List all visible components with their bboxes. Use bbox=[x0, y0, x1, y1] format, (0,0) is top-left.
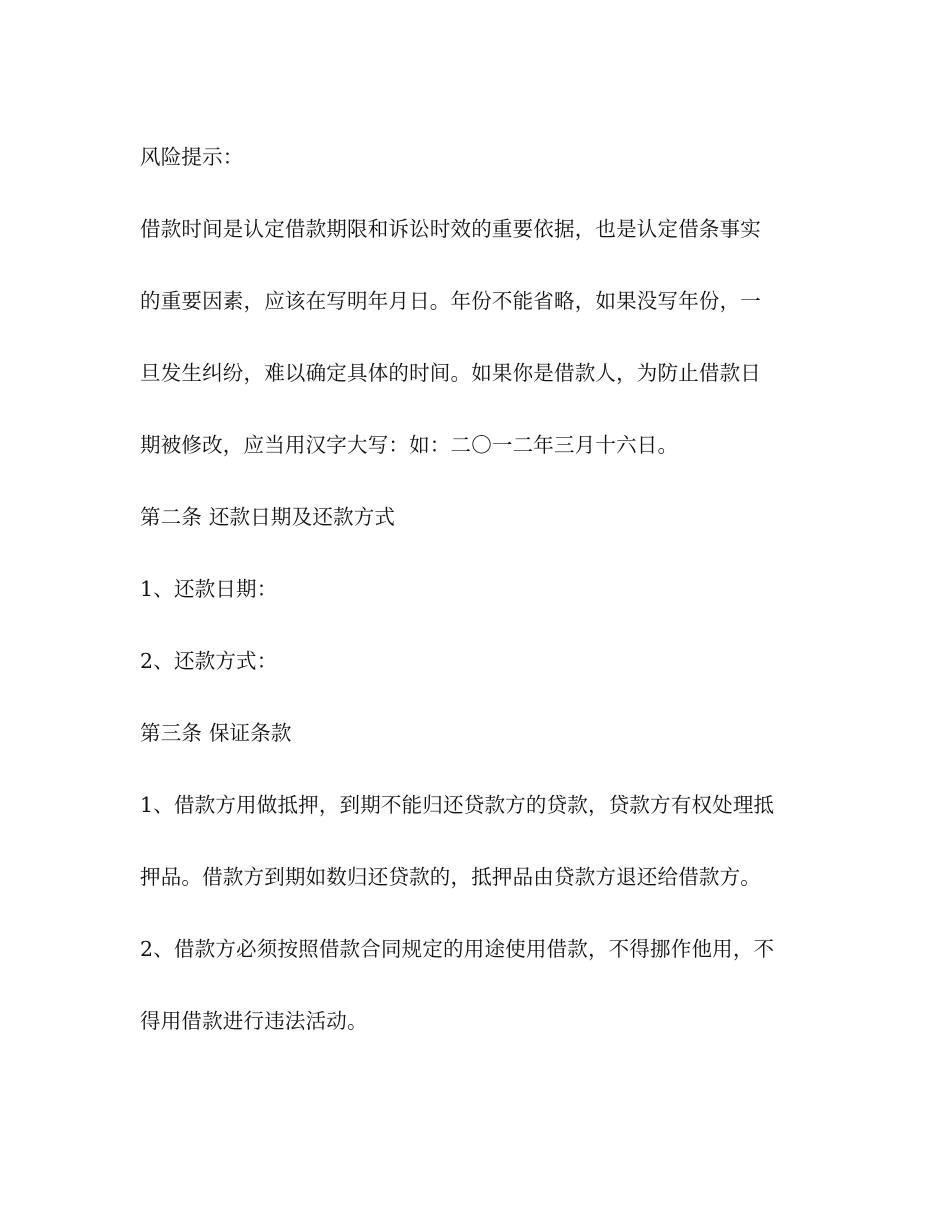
risk-notice-heading: 风险提示： bbox=[140, 145, 244, 169]
risk-notice-text-line-1: 借款时间是认定借款期限和诉讼时效的重要依据，也是认定借条事实 bbox=[140, 217, 761, 241]
risk-notice-text-line-3: 旦发生纠纷，难以确定具体的时间。如果你是借款人，为防止借款日 bbox=[140, 361, 761, 385]
guarantee-clause-2-line-1: 2、借款方必须按照借款合同规定的用途使用借款，不得挪作他用，不 bbox=[140, 937, 775, 961]
article-2-heading: 第二条 还款日期及还款方式 bbox=[140, 505, 396, 529]
guarantee-clause-2-line-2: 得用借款进行违法活动。 bbox=[140, 1009, 368, 1033]
article-3-heading: 第三条 保证条款 bbox=[140, 721, 292, 745]
guarantee-clause-1-line-1: 1、借款方用做抵押，到期不能归还贷款方的贷款，贷款方有权处理抵 bbox=[140, 793, 775, 817]
guarantee-clause-1-line-2: 押品。借款方到期如数归还贷款的，抵押品由贷款方退还给借款方。 bbox=[140, 865, 761, 889]
repayment-date-item: 1、还款日期： bbox=[140, 577, 278, 601]
repayment-method-item: 2、还款方式： bbox=[140, 649, 278, 673]
risk-notice-text-line-2: 的重要因素，应该在写明年月日。年份不能省略，如果没写年份，一 bbox=[140, 289, 761, 313]
risk-notice-text-line-4: 期被修改，应当用汉字大写：如：二〇一二年三月十六日。 bbox=[140, 433, 679, 457]
